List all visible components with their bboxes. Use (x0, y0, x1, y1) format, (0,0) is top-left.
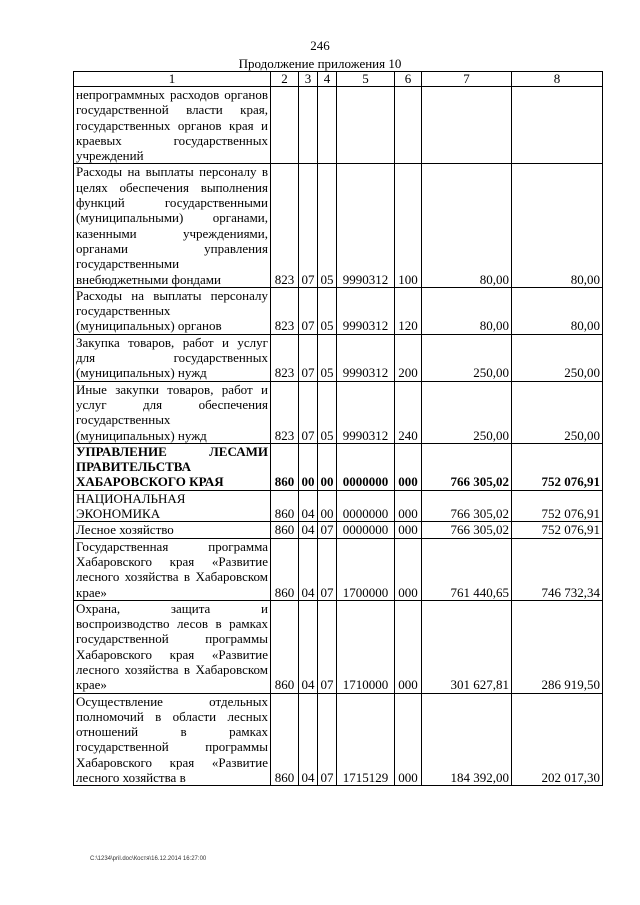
table-row (74, 443, 603, 490)
page-number: 246 (310, 38, 330, 53)
table-row (74, 287, 603, 334)
admin-code-cell: 860 (271, 522, 299, 538)
row-name-cell: Иные закупки товаров, работ и услуг для обеспечения государственных (муниципальных) нужд (74, 381, 271, 443)
table-row (74, 693, 603, 786)
expense-type-cell: 100 (395, 164, 422, 287)
row-name-cell: Лесное хозяйство (74, 522, 271, 538)
subsection-cell: 05 (318, 381, 337, 443)
file-path-footer: C:\1234\pril.doc\Костя\16.12.2014 16:27:00 (90, 856, 207, 862)
col-header-4: 4 (318, 72, 337, 87)
subsection-cell: 07 (318, 538, 337, 600)
subsection-cell: 05 (318, 164, 337, 287)
col-header-8: 8 (512, 72, 603, 87)
section-cell: 04 (299, 600, 318, 693)
amount-2015-cell (422, 87, 512, 164)
table-row (74, 87, 603, 164)
target-article-cell: 1700000 (337, 538, 395, 600)
continuation-title: Продолжение приложения 10 (238, 56, 402, 71)
admin-code-cell (271, 87, 299, 164)
target-article-cell: 9990312 (337, 164, 395, 287)
col-header-1: 1 (74, 72, 271, 87)
table-body (74, 87, 603, 786)
expense-type-cell: 000 (395, 538, 422, 600)
admin-code-cell: 823 (271, 164, 299, 287)
section-cell: 04 (299, 538, 318, 600)
table-row (74, 522, 603, 538)
admin-code-cell: 823 (271, 381, 299, 443)
col-header-5: 5 (337, 72, 395, 87)
amount-2015-cell: 250,00 (422, 381, 512, 443)
table-row (74, 381, 603, 443)
row-name-cell: Расходы на выплаты персоналу в целях обеспечения выполнения функций государственными (муниципальными) органами, казенными учреждениями, органами управления государственными внебюджетными фондами (74, 164, 271, 287)
header-row (74, 72, 603, 87)
row-name-cell: УПРАВЛЕНИЕ ЛЕСАМИ ПРАВИТЕЛЬСТВА ХАБАРОВСКОГО КРАЯ (74, 443, 271, 490)
expense-type-cell: 000 (395, 490, 422, 522)
admin-code-cell: 860 (271, 490, 299, 522)
expense-type-cell: 000 (395, 522, 422, 538)
subsection-cell (318, 87, 337, 164)
table-row (74, 164, 603, 287)
expense-type-cell: 000 (395, 443, 422, 490)
subsection-cell: 05 (318, 334, 337, 381)
table-row (74, 490, 603, 522)
row-name-cell: Охрана, защита и воспроизводство лесов в рамках государственной программы Хабаровского края «Развитие лесного хозяйства в Хабаровском крае» (74, 600, 271, 693)
admin-code-cell: 860 (271, 443, 299, 490)
col-header-3: 3 (299, 72, 318, 87)
amount-2016-cell: 250,00 (512, 334, 603, 381)
amount-2015-cell: 766 305,02 (422, 443, 512, 490)
target-article-cell: 0000000 (337, 522, 395, 538)
amount-2016-cell: 286 919,50 (512, 600, 603, 693)
col-header-6: 6 (395, 72, 422, 87)
amount-2015-cell: 184 392,00 (422, 693, 512, 786)
amount-2016-cell: 250,00 (512, 381, 603, 443)
row-name-cell: непрограммных расходов органов государственной власти края, государственных органов края и краевых государственных учреждений (74, 87, 271, 164)
section-cell: 07 (299, 334, 318, 381)
table-row (74, 334, 603, 381)
amount-2015-cell: 761 440,65 (422, 538, 512, 600)
amount-2016-cell: 80,00 (512, 287, 603, 334)
expense-type-cell: 000 (395, 600, 422, 693)
admin-code-cell: 823 (271, 287, 299, 334)
target-article-cell: 9990312 (337, 287, 395, 334)
amount-2016-cell (512, 87, 603, 164)
amount-2015-cell: 766 305,02 (422, 490, 512, 522)
section-cell: 04 (299, 693, 318, 786)
target-article-cell: 9990312 (337, 381, 395, 443)
row-name-cell: НАЦИОНАЛЬНАЯ ЭКОНОМИКА (74, 490, 271, 522)
section-cell (299, 87, 318, 164)
table-row (74, 600, 603, 693)
expense-type-cell: 120 (395, 287, 422, 334)
section-cell: 07 (299, 287, 318, 334)
amount-2015-cell: 80,00 (422, 164, 512, 287)
subsection-cell: 07 (318, 600, 337, 693)
subsection-cell: 00 (318, 490, 337, 522)
admin-code-cell: 860 (271, 600, 299, 693)
amount-2016-cell: 80,00 (512, 164, 603, 287)
subsection-cell: 07 (318, 522, 337, 538)
target-article-cell: 9990312 (337, 334, 395, 381)
expense-type-cell: 000 (395, 693, 422, 786)
amount-2015-cell: 301 627,81 (422, 600, 512, 693)
subsection-cell: 00 (318, 443, 337, 490)
expense-type-cell: 240 (395, 381, 422, 443)
col-header-7: 7 (422, 72, 512, 87)
budget-table (73, 71, 603, 786)
section-cell: 07 (299, 164, 318, 287)
amount-2016-cell: 752 076,91 (512, 490, 603, 522)
amount-2016-cell: 202 017,30 (512, 693, 603, 786)
target-article-cell (337, 87, 395, 164)
row-name-cell: Закупка товаров, работ и услуг для государственных (муниципальных) нужд (74, 334, 271, 381)
col-header-2: 2 (271, 72, 299, 87)
amount-2015-cell: 80,00 (422, 287, 512, 334)
row-name-cell: Государственная программа Хабаровского края «Развитие лесного хозяйства в Хабаровском крае» (74, 538, 271, 600)
amount-2015-cell: 766 305,02 (422, 522, 512, 538)
section-cell: 04 (299, 522, 318, 538)
section-cell: 00 (299, 443, 318, 490)
target-article-cell: 0000000 (337, 443, 395, 490)
target-article-cell: 1715129 (337, 693, 395, 786)
amount-2016-cell: 752 076,91 (512, 522, 603, 538)
admin-code-cell: 860 (271, 538, 299, 600)
subsection-cell: 05 (318, 287, 337, 334)
admin-code-cell: 823 (271, 334, 299, 381)
admin-code-cell: 860 (271, 693, 299, 786)
expense-type-cell: 200 (395, 334, 422, 381)
row-name-cell: Осуществление отдельных полномочий в области лесных отношений в рамках государственной программы Хабаровского края «Развитие лесного хозяйства в (74, 693, 271, 786)
amount-2015-cell: 250,00 (422, 334, 512, 381)
subsection-cell: 07 (318, 693, 337, 786)
amount-2016-cell: 752 076,91 (512, 443, 603, 490)
amount-2016-cell: 746 732,34 (512, 538, 603, 600)
section-cell: 07 (299, 381, 318, 443)
expense-type-cell (395, 87, 422, 164)
row-name-cell: Расходы на выплаты персоналу государственных (муниципальных) органов (74, 287, 271, 334)
table-row (74, 538, 603, 600)
target-article-cell: 1710000 (337, 600, 395, 693)
section-cell: 04 (299, 490, 318, 522)
target-article-cell: 0000000 (337, 490, 395, 522)
